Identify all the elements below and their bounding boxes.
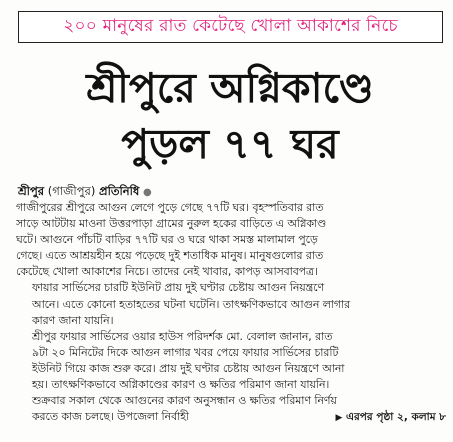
paragraph-3	[16, 329, 446, 427]
continued-text: এরপর পৃষ্ঠা ২, কলাম ৮	[346, 411, 446, 424]
paragraph-1	[16, 200, 446, 280]
headline-line-1: শ্রীপুরে অগ্নিকাণ্ডে	[86, 64, 374, 112]
text-line: শ্রীপুর ফায়ার সার্ভিসের ওয়ার হাউস পরিদর্শক মো. বেলাল জানান, রাত	[32, 329, 333, 343]
text-line: সাড়ে আটটায় মাওনা উত্তরপাড়া গ্রামের নুরুল হকের বাড়িতে এ অগ্নিকাণ্ড	[16, 217, 327, 231]
byline-marker: ●	[143, 187, 152, 198]
byline-role: প্রতিনিধি	[98, 184, 140, 198]
text-line: গেছে। এতে আশ্রয়হীন হয়ে পড়েছে দুই শতাধিক মানুষ। মানুষগুলোর রাত	[16, 249, 324, 263]
headline-line-2: পুড়ল ৭৭ ঘর	[121, 120, 339, 168]
byline-district: (গাজীপুর)	[47, 184, 96, 198]
text-line: শুক্রবার সকাল থেকে আগুনের কারণ অনুসন্ধান ও ক্ষতির পরিমাণ নির্ণয়	[32, 394, 337, 408]
text-line: ফায়ার সার্ভিসের চারটি ইউনিট প্রায় দুই ঘণ্টার চেষ্টায় আগুন নিয়ন্ত্রণে	[32, 281, 325, 295]
continued-note[interactable]	[319, 409, 446, 426]
text-line: গাজীপুরের শ্রীপুরে আগুন লেগে পুড়ে গেছে ৭৭টি ঘর। বৃহস্পতিবার রাত	[16, 201, 324, 214]
text-line: হয়। তাৎক্ষণিকভাবে অগ্নিকাণ্ডের কারণ ও ক্ষতির পরিমাণ জানা যায়নি।	[32, 378, 330, 392]
article-body	[16, 200, 446, 426]
final-row	[16, 409, 446, 426]
kicker-box	[18, 11, 443, 43]
text-line: ঘটে। আগুনে পাঁচটি বাড়ির ৭৭টি ঘর ও ঘরে থাকা সমস্ত মালামাল পুড়ে	[16, 233, 318, 247]
triangle-icon: ▶	[335, 413, 343, 424]
text-line: কেটেছে খোলা আকাশের নিচে। তাদের নেই খাবার, কাপড় আসবাবপত্র।	[16, 265, 318, 279]
text-line: ইউনিট গিয়ে কাজ শুরু করে। প্রায় দুই ঘণ্টার চেষ্টায় আগুন নিয়ন্ত্রণে আনা	[32, 361, 345, 375]
text-line: আনে। এতে কোনো হতাহতের ঘটনা ঘটেনি। তাৎক্ষণিকভাবে আগুন লাগার	[32, 297, 351, 311]
paragraph-2	[16, 280, 446, 328]
byline-place: শ্রীপুর	[18, 184, 45, 198]
kicker-text: ২০০ মানুষের রাত কেটেছে খোলা আকাশের নিচে	[63, 16, 398, 36]
text-line: ৯টা ২০ মিনিটের দিকে আগুন লাগার খবর পেয়ে ফায়ার সার্ভিসের চারটি	[32, 345, 339, 359]
text-line: করতে কাজ চলছে। উপজেলা নির্বাহী	[32, 410, 189, 424]
text-line: কারণ জানা যায়নি।	[32, 313, 114, 327]
